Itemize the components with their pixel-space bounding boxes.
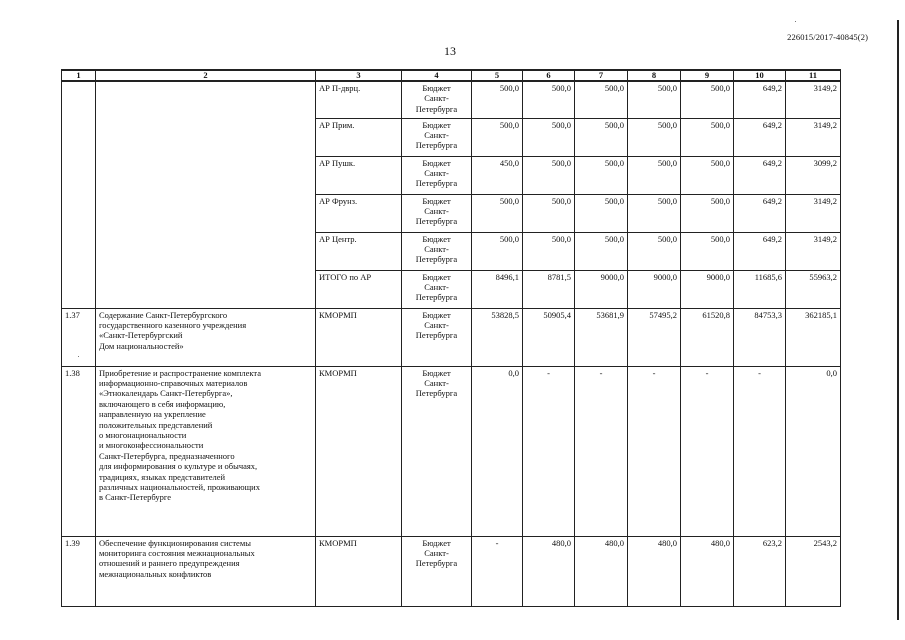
- value-cell: 57495,2: [628, 308, 681, 366]
- funding-source-line: Санкт-: [424, 319, 449, 330]
- column-header: 7: [575, 70, 628, 81]
- value-cell: 500,0: [628, 118, 681, 156]
- value-cell: 500,0: [681, 232, 734, 270]
- value-cell: 9000,0: [681, 270, 734, 308]
- executor-cell: КМОРМП: [316, 536, 402, 606]
- value-cell: 480,0: [628, 536, 681, 606]
- funding-source-cell: [402, 308, 472, 366]
- column-header: 3: [316, 70, 402, 81]
- value-cell: 84753,3: [734, 308, 786, 366]
- description-line: Дом национальностей»: [99, 340, 184, 351]
- funding-source-line: Бюджет: [422, 157, 451, 168]
- value-cell: 649,2: [734, 232, 786, 270]
- funding-source-line: Санкт-: [424, 129, 449, 140]
- item-number-cell: [62, 232, 96, 270]
- value-cell: 500,0: [472, 81, 523, 118]
- value-cell: 3149,2: [786, 232, 841, 270]
- funding-source-line: Петербурга: [415, 178, 458, 189]
- value-cell: 480,0: [523, 536, 575, 606]
- page-number: 13: [444, 44, 456, 58]
- description-line: Санкт-Петербурга, предназначенного: [99, 450, 235, 461]
- funding-source-line: Петербурга: [415, 103, 458, 114]
- value-cell: 50905,4: [523, 308, 575, 366]
- column-header: 10: [734, 70, 786, 81]
- value-cell: 649,2: [734, 118, 786, 156]
- funding-source-line: Бюджет: [422, 367, 451, 378]
- value-cell: 500,0: [628, 156, 681, 194]
- value-cell: 9000,0: [575, 270, 628, 308]
- funding-source-cell: [402, 81, 472, 118]
- description-cell: [96, 366, 316, 536]
- value-cell: 500,0: [575, 232, 628, 270]
- value-cell: 500,0: [523, 194, 575, 232]
- description-line: для информирования о культуре и обычаях,: [99, 461, 258, 472]
- description-line: направленную на укрепление: [99, 409, 206, 420]
- executor-cell: АР Прим.: [316, 118, 402, 156]
- funding-source-line: Бюджет: [422, 83, 451, 93]
- value-cell: 500,0: [681, 118, 734, 156]
- funding-source-cell: [402, 194, 472, 232]
- funding-source-line: Санкт-: [424, 167, 449, 178]
- value-cell: 53828,5: [472, 308, 523, 366]
- funding-source-line: Санкт-: [424, 93, 449, 104]
- funding-source-line: Бюджет: [422, 119, 451, 130]
- description-line: Приобретение и распространение комплекта: [99, 367, 262, 378]
- funding-source-cell: [402, 118, 472, 156]
- description-cell: [96, 536, 316, 606]
- budget-table: [61, 69, 841, 607]
- value-cell: 500,0: [575, 156, 628, 194]
- description-line: традициях, языках представителей: [99, 471, 226, 482]
- value-cell: 649,2: [734, 194, 786, 232]
- description-line: «Этнокалендарь Санкт-Петербурга»,: [99, 388, 233, 399]
- value-cell: -: [575, 366, 628, 536]
- funding-source-line: Петербурга: [415, 140, 458, 151]
- value-cell: 649,2: [734, 81, 786, 118]
- value-cell: 480,0: [681, 536, 734, 606]
- column-header: 5: [472, 70, 523, 81]
- funding-source-cell: [402, 156, 472, 194]
- value-cell: 649,2: [734, 156, 786, 194]
- description-line: мониторинга состояния межнациональных: [99, 547, 255, 558]
- column-header: 6: [523, 70, 575, 81]
- description-line: включающего в себя информацию,: [99, 398, 226, 409]
- value-cell: 3149,2: [786, 81, 841, 118]
- value-cell: 480,0: [575, 536, 628, 606]
- value-cell: 2543,2: [786, 536, 841, 606]
- description-line: государственного казенного учреждения: [99, 319, 247, 330]
- document-registration-number: 226015/2017-40845(2): [787, 32, 868, 42]
- funding-source-line: Бюджет: [422, 309, 451, 320]
- table-row: [62, 536, 841, 606]
- funding-source-line: Петербурга: [415, 292, 458, 303]
- value-cell: 500,0: [681, 81, 734, 118]
- funding-source-line: Петербурга: [415, 216, 458, 227]
- funding-source-line: Петербурга: [415, 388, 458, 399]
- value-cell: 500,0: [523, 232, 575, 270]
- item-number-cell: [62, 81, 96, 118]
- description-line: о многонациональности: [99, 429, 187, 440]
- description-cell: [96, 156, 316, 194]
- value-cell: 3149,2: [786, 194, 841, 232]
- funding-source-line: Санкт-: [424, 377, 449, 388]
- item-number-cell: [62, 118, 96, 156]
- value-cell: 0,0: [472, 366, 523, 536]
- value-cell: 500,0: [681, 156, 734, 194]
- column-header: 8: [628, 70, 681, 81]
- value-cell: 500,0: [628, 194, 681, 232]
- funding-source-line: Петербурга: [415, 254, 458, 265]
- description-cell: [96, 232, 316, 270]
- value-cell: 362185,1: [786, 308, 841, 366]
- value-cell: 500,0: [628, 232, 681, 270]
- value-cell: -: [628, 366, 681, 536]
- description-line: Обеспечение функционирования системы: [99, 537, 251, 548]
- table-row: [62, 194, 841, 232]
- description-line: «Санкт-Петербургский: [99, 330, 183, 341]
- value-cell: 500,0: [575, 118, 628, 156]
- value-cell: -: [681, 366, 734, 536]
- funding-source-line: Петербурга: [415, 558, 458, 569]
- funding-source-line: Санкт-: [424, 205, 449, 216]
- value-cell: -: [734, 366, 786, 536]
- column-header: 9: [681, 70, 734, 81]
- description-line: положительных представлений: [99, 419, 213, 430]
- table-row: [62, 118, 841, 156]
- description-cell: [96, 118, 316, 156]
- scan-edge-line: [897, 20, 899, 620]
- value-cell: 55963,2: [786, 270, 841, 308]
- funding-source-line: Санкт-: [424, 281, 449, 292]
- value-cell: 53681,9: [575, 308, 628, 366]
- value-cell: 3149,2: [786, 118, 841, 156]
- scan-speck: [795, 21, 796, 22]
- value-cell: 8781,5: [523, 270, 575, 308]
- value-cell: 61520,8: [681, 308, 734, 366]
- funding-source-cell: [402, 536, 472, 606]
- item-number-cell: 1.39: [62, 536, 96, 606]
- funding-source-line: Бюджет: [422, 271, 451, 282]
- item-number-cell: 1.38: [62, 366, 96, 536]
- value-cell: 500,0: [628, 81, 681, 118]
- executor-cell: АР П-дврц.: [316, 81, 402, 118]
- description-cell: [96, 81, 316, 118]
- item-number-cell: [62, 270, 96, 308]
- description-cell: [96, 270, 316, 308]
- column-header: 2: [96, 70, 316, 81]
- column-header: 1: [62, 70, 96, 81]
- funding-source-cell: [402, 232, 472, 270]
- executor-cell: АР Фрунз.: [316, 194, 402, 232]
- funding-source-line: Бюджет: [422, 195, 451, 206]
- description-line: отношений и раннего предупреждения: [99, 558, 240, 569]
- description-cell: [96, 308, 316, 366]
- value-cell: 500,0: [523, 156, 575, 194]
- value-cell: 500,0: [575, 194, 628, 232]
- description-line: в Санкт-Петербурге: [99, 492, 171, 503]
- column-number-row: [62, 70, 841, 81]
- description-line: межнациональных конфликтов: [99, 568, 212, 579]
- description-cell: [96, 194, 316, 232]
- value-cell: 8496,1: [472, 270, 523, 308]
- executor-cell: АР Пушк.: [316, 156, 402, 194]
- value-cell: 450,0: [472, 156, 523, 194]
- table-row: [62, 232, 841, 270]
- value-cell: 500,0: [523, 81, 575, 118]
- description-line: различных национальностей, проживающих: [99, 481, 260, 492]
- value-cell: 9000,0: [628, 270, 681, 308]
- value-cell: 500,0: [472, 194, 523, 232]
- funding-source-line: Санкт-: [424, 243, 449, 254]
- table-row: [62, 366, 841, 536]
- value-cell: 11685,6: [734, 270, 786, 308]
- value-cell: -: [472, 536, 523, 606]
- executor-cell: АР Центр.: [316, 232, 402, 270]
- executor-cell: ИТОГО по АР: [316, 270, 402, 308]
- funding-source-cell: [402, 270, 472, 308]
- value-cell: 500,0: [681, 194, 734, 232]
- table-row: [62, 308, 841, 366]
- value-cell: 623,2: [734, 536, 786, 606]
- column-header: 4: [402, 70, 472, 81]
- description-line: информационно-справочных материалов: [99, 377, 248, 388]
- funding-source-line: Петербурга: [415, 330, 458, 341]
- funding-source-line: Бюджет: [422, 233, 451, 244]
- value-cell: 500,0: [523, 118, 575, 156]
- value-cell: 500,0: [472, 232, 523, 270]
- table-row: [62, 156, 841, 194]
- funding-source-line: Санкт-: [424, 547, 449, 558]
- item-number-cell: [62, 194, 96, 232]
- description-line: и многоконфессиональности: [99, 440, 204, 451]
- table-row: [62, 81, 841, 118]
- value-cell: -: [523, 366, 575, 536]
- executor-cell: КМОРМП: [316, 308, 402, 366]
- item-number-cell: 1.37: [62, 308, 96, 366]
- item-number-cell: [62, 156, 96, 194]
- value-cell: 0,0: [786, 366, 841, 536]
- column-header: 11: [786, 70, 841, 81]
- funding-source-cell: [402, 366, 472, 536]
- value-cell: 500,0: [575, 81, 628, 118]
- value-cell: 3099,2: [786, 156, 841, 194]
- funding-source-line: Бюджет: [422, 537, 451, 548]
- value-cell: 500,0: [472, 118, 523, 156]
- executor-cell: КМОРМП: [316, 366, 402, 536]
- table-row: [62, 270, 841, 308]
- description-line: Содержание Санкт-Петербургского: [99, 309, 228, 320]
- budget-table-body: [62, 70, 841, 606]
